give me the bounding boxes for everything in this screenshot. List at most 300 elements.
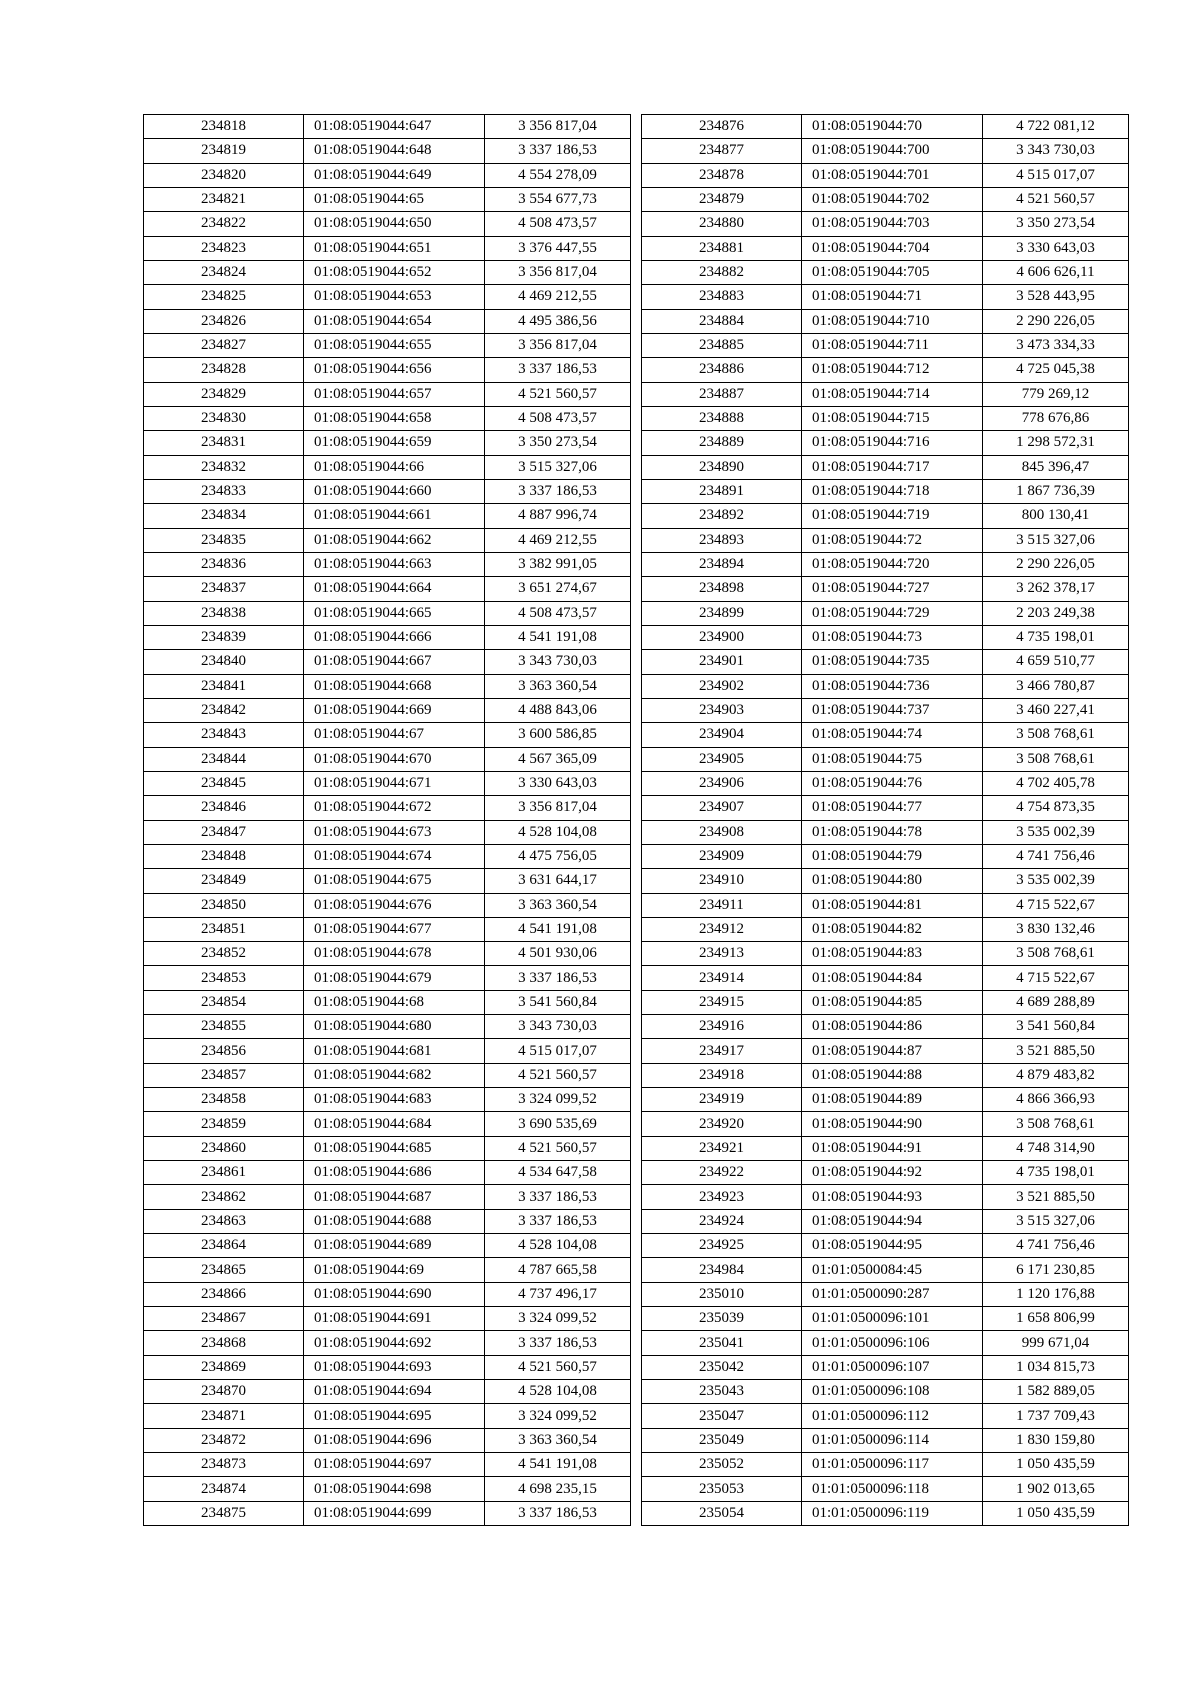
cadastral-number-cell: 01:08:0519044:683 (304, 1088, 485, 1112)
cadastral-value-cell: 4 722 081,12 (983, 115, 1129, 139)
cadastral-number-cell: 01:08:0519044:718 (802, 479, 983, 503)
table-row (144, 431, 631, 455)
cadastral-number-cell: 01:08:0519044:668 (304, 674, 485, 698)
row-number-cell: 234918 (642, 1063, 802, 1087)
row-number-cell: 234911 (642, 893, 802, 917)
cadastral-value-cell: 4 541 191,08 (485, 1453, 631, 1477)
row-number-cell: 235052 (642, 1453, 802, 1477)
cadastral-number-cell: 01:08:0519044:651 (304, 236, 485, 260)
cadastral-value-cell: 4 508 473,57 (485, 406, 631, 430)
table-row (144, 1112, 631, 1136)
cadastral-value-cell: 3 337 186,53 (485, 966, 631, 990)
table-row (144, 382, 631, 406)
row-number-cell: 234874 (144, 1477, 304, 1501)
cadastral-value-cell: 3 651 274,67 (485, 577, 631, 601)
table-row (144, 1258, 631, 1282)
cadastral-number-cell: 01:08:0519044:666 (304, 625, 485, 649)
cadastral-number-cell: 01:08:0519044:72 (802, 528, 983, 552)
table-row (144, 1355, 631, 1379)
table-row (144, 1428, 631, 1452)
cadastral-number-cell: 01:01:0500096:108 (802, 1380, 983, 1404)
cadastral-value-cell: 845 396,47 (983, 455, 1129, 479)
row-number-cell: 234869 (144, 1355, 304, 1379)
cadastral-value-cell: 3 337 186,53 (485, 1501, 631, 1525)
cadastral-value-cell: 3 343 730,03 (485, 1015, 631, 1039)
cadastral-number-cell: 01:08:0519044:79 (802, 844, 983, 868)
cadastral-number-cell: 01:08:0519044:663 (304, 552, 485, 576)
table-row (642, 479, 1129, 503)
cadastral-number-cell: 01:08:0519044:672 (304, 796, 485, 820)
cadastral-number-cell: 01:08:0519044:705 (802, 260, 983, 284)
row-number-cell: 234831 (144, 431, 304, 455)
table-row (642, 966, 1129, 990)
cadastral-value-cell: 1 050 435,59 (983, 1453, 1129, 1477)
cadastral-value-cell: 3 363 360,54 (485, 893, 631, 917)
table-row (642, 844, 1129, 868)
cadastral-number-cell: 01:08:0519044:659 (304, 431, 485, 455)
row-number-cell: 234875 (144, 1501, 304, 1525)
cadastral-value-cell: 3 690 535,69 (485, 1112, 631, 1136)
row-number-cell: 234850 (144, 893, 304, 917)
cadastral-value-cell: 3 508 768,61 (983, 723, 1129, 747)
row-number-cell: 235043 (642, 1380, 802, 1404)
row-number-cell: 234835 (144, 528, 304, 552)
table-row (642, 942, 1129, 966)
row-number-cell: 234821 (144, 187, 304, 211)
table-row (642, 893, 1129, 917)
cadastral-value-cell: 3 541 560,84 (983, 1015, 1129, 1039)
cadastral-number-cell: 01:08:0519044:711 (802, 333, 983, 357)
row-number-cell: 235047 (642, 1404, 802, 1428)
table-row (144, 1185, 631, 1209)
row-number-cell: 234887 (642, 382, 802, 406)
cadastral-value-cell: 3 356 817,04 (485, 260, 631, 284)
cadastral-number-cell: 01:08:0519044:720 (802, 552, 983, 576)
cadastral-value-cell: 4 515 017,07 (983, 163, 1129, 187)
cadastral-number-cell: 01:01:0500096:118 (802, 1477, 983, 1501)
cadastral-value-cell: 4 541 191,08 (485, 625, 631, 649)
table-row (144, 820, 631, 844)
table-row (642, 1209, 1129, 1233)
cadastral-value-cell: 1 120 176,88 (983, 1282, 1129, 1306)
row-number-cell: 234907 (642, 796, 802, 820)
row-number-cell: 234818 (144, 115, 304, 139)
table-row (144, 844, 631, 868)
row-number-cell: 234882 (642, 260, 802, 284)
cadastral-value-cell: 2 203 249,38 (983, 601, 1129, 625)
cadastral-value-cell: 4 528 104,08 (485, 1234, 631, 1258)
cadastral-value-cell: 3 337 186,53 (485, 1331, 631, 1355)
cadastral-number-cell: 01:08:0519044:671 (304, 771, 485, 795)
table-row (642, 674, 1129, 698)
cadastral-value-cell: 4 495 386,56 (485, 309, 631, 333)
table-row (144, 1063, 631, 1087)
cadastral-value-cell: 3 521 885,50 (983, 1185, 1129, 1209)
cadastral-value-cell: 3 460 227,41 (983, 698, 1129, 722)
row-number-cell: 234888 (642, 406, 802, 430)
cadastral-value-cell: 1 867 736,39 (983, 479, 1129, 503)
table-row (642, 528, 1129, 552)
table-row (144, 601, 631, 625)
row-number-cell: 234892 (642, 504, 802, 528)
cadastral-number-cell: 01:08:0519044:700 (802, 139, 983, 163)
cadastral-number-cell: 01:08:0519044:76 (802, 771, 983, 795)
table-row (144, 1404, 631, 1428)
row-number-cell: 234905 (642, 747, 802, 771)
cadastral-number-cell: 01:08:0519044:86 (802, 1015, 983, 1039)
table-row (144, 723, 631, 747)
cadastral-value-cell: 3 356 817,04 (485, 115, 631, 139)
cadastral-value-cell: 3 356 817,04 (485, 333, 631, 357)
row-number-cell: 234858 (144, 1088, 304, 1112)
cadastral-number-cell: 01:08:0519044:736 (802, 674, 983, 698)
cadastral-number-cell: 01:08:0519044:691 (304, 1307, 485, 1331)
table-row (642, 1355, 1129, 1379)
row-number-cell: 234859 (144, 1112, 304, 1136)
row-number-cell: 234913 (642, 942, 802, 966)
cadastral-value-cell: 4 521 560,57 (485, 1063, 631, 1087)
cadastral-value-cell: 3 324 099,52 (485, 1307, 631, 1331)
cadastral-number-cell: 01:08:0519044:688 (304, 1209, 485, 1233)
row-number-cell: 234914 (642, 966, 802, 990)
row-number-cell: 235049 (642, 1428, 802, 1452)
cadastral-number-cell: 01:08:0519044:653 (304, 285, 485, 309)
row-number-cell: 234902 (642, 674, 802, 698)
cadastral-value-cell: 4 488 843,06 (485, 698, 631, 722)
table-row (642, 1331, 1129, 1355)
cadastral-number-cell: 01:08:0519044:716 (802, 431, 983, 455)
table-row (642, 163, 1129, 187)
row-number-cell: 234876 (642, 115, 802, 139)
table-row (642, 431, 1129, 455)
table-row (642, 796, 1129, 820)
cadastral-number-cell: 01:08:0519044:71 (802, 285, 983, 309)
table-row (144, 528, 631, 552)
cadastral-value-cell: 1 737 709,43 (983, 1404, 1129, 1428)
cadastral-value-cell: 3 343 730,03 (485, 650, 631, 674)
cadastral-value-cell: 2 290 226,05 (983, 309, 1129, 333)
row-number-cell: 234868 (144, 1331, 304, 1355)
register-table-right (641, 114, 1129, 1526)
cadastral-number-cell: 01:08:0519044:729 (802, 601, 983, 625)
table-row (642, 1453, 1129, 1477)
cadastral-value-cell: 3 363 360,54 (485, 1428, 631, 1452)
cadastral-number-cell: 01:08:0519044:737 (802, 698, 983, 722)
row-number-cell: 234828 (144, 358, 304, 382)
table-row (642, 1234, 1129, 1258)
register-table-right-body (642, 115, 1129, 1526)
cadastral-value-cell: 3 337 186,53 (485, 1185, 631, 1209)
table-row (144, 577, 631, 601)
cadastral-number-cell: 01:08:0519044:650 (304, 212, 485, 236)
cadastral-value-cell: 3 350 273,54 (485, 431, 631, 455)
cadastral-value-cell: 3 631 644,17 (485, 869, 631, 893)
table-row (144, 1477, 631, 1501)
cadastral-value-cell: 4 741 756,46 (983, 844, 1129, 868)
cadastral-number-cell: 01:08:0519044:652 (304, 260, 485, 284)
row-number-cell: 234885 (642, 333, 802, 357)
table-row (144, 1282, 631, 1306)
cadastral-value-cell: 3 535 002,39 (983, 820, 1129, 844)
cadastral-number-cell: 01:08:0519044:82 (802, 917, 983, 941)
cadastral-value-cell: 3 330 643,03 (485, 771, 631, 795)
cadastral-number-cell: 01:08:0519044:664 (304, 577, 485, 601)
cadastral-number-cell: 01:08:0519044:704 (802, 236, 983, 260)
cadastral-number-cell: 01:01:0500096:106 (802, 1331, 983, 1355)
row-number-cell: 234844 (144, 747, 304, 771)
row-number-cell: 234848 (144, 844, 304, 868)
row-number-cell: 235010 (642, 1282, 802, 1306)
table-row (144, 115, 631, 139)
table-row (642, 333, 1129, 357)
cadastral-number-cell: 01:08:0519044:715 (802, 406, 983, 430)
row-number-cell: 234854 (144, 990, 304, 1014)
cadastral-number-cell: 01:08:0519044:65 (304, 187, 485, 211)
row-number-cell: 234893 (642, 528, 802, 552)
cadastral-value-cell: 4 689 288,89 (983, 990, 1129, 1014)
row-number-cell: 234877 (642, 139, 802, 163)
cadastral-value-register (143, 114, 1128, 1588)
cadastral-value-cell: 3 466 780,87 (983, 674, 1129, 698)
cadastral-value-cell: 4 508 473,57 (485, 601, 631, 625)
table-row (144, 869, 631, 893)
table-row (144, 212, 631, 236)
cadastral-number-cell: 01:08:0519044:710 (802, 309, 983, 333)
row-number-cell: 234923 (642, 1185, 802, 1209)
cadastral-value-cell: 3 515 327,06 (983, 1209, 1129, 1233)
table-row (144, 1209, 631, 1233)
row-number-cell: 234881 (642, 236, 802, 260)
row-number-cell: 234904 (642, 723, 802, 747)
cadastral-value-cell: 4 715 522,67 (983, 893, 1129, 917)
table-row (144, 893, 631, 917)
cadastral-number-cell: 01:01:0500096:114 (802, 1428, 983, 1452)
cadastral-number-cell: 01:08:0519044:92 (802, 1161, 983, 1185)
row-number-cell: 234855 (144, 1015, 304, 1039)
cadastral-value-cell: 1 034 815,73 (983, 1355, 1129, 1379)
cadastral-number-cell: 01:01:0500084:45 (802, 1258, 983, 1282)
cadastral-number-cell: 01:08:0519044:81 (802, 893, 983, 917)
cadastral-number-cell: 01:08:0519044:68 (304, 990, 485, 1014)
cadastral-value-cell: 4 735 198,01 (983, 1161, 1129, 1185)
cadastral-number-cell: 01:08:0519044:697 (304, 1453, 485, 1477)
row-number-cell: 234819 (144, 139, 304, 163)
row-number-cell: 234915 (642, 990, 802, 1014)
row-number-cell: 234830 (144, 406, 304, 430)
table-row (642, 1161, 1129, 1185)
cadastral-number-cell: 01:01:0500096:101 (802, 1307, 983, 1331)
cadastral-value-cell: 2 290 226,05 (983, 552, 1129, 576)
row-number-cell: 234878 (642, 163, 802, 187)
row-number-cell: 235042 (642, 1355, 802, 1379)
cadastral-number-cell: 01:08:0519044:701 (802, 163, 983, 187)
cadastral-value-cell: 3 376 447,55 (485, 236, 631, 260)
cadastral-number-cell: 01:08:0519044:661 (304, 504, 485, 528)
cadastral-number-cell: 01:08:0519044:676 (304, 893, 485, 917)
table-row (642, 382, 1129, 406)
row-number-cell: 234870 (144, 1380, 304, 1404)
table-row (144, 1453, 631, 1477)
row-number-cell: 234853 (144, 966, 304, 990)
cadastral-value-cell: 3 324 099,52 (485, 1088, 631, 1112)
row-number-cell: 234846 (144, 796, 304, 820)
cadastral-value-cell: 4 737 496,17 (485, 1282, 631, 1306)
cadastral-number-cell: 01:08:0519044:85 (802, 990, 983, 1014)
cadastral-value-cell: 4 521 560,57 (485, 382, 631, 406)
cadastral-number-cell: 01:08:0519044:656 (304, 358, 485, 382)
register-table-left-body (144, 115, 631, 1526)
cadastral-number-cell: 01:08:0519044:699 (304, 1501, 485, 1525)
table-row (642, 1477, 1129, 1501)
cadastral-value-cell: 4 469 212,55 (485, 285, 631, 309)
cadastral-value-cell: 4 659 510,77 (983, 650, 1129, 674)
cadastral-value-cell: 4 879 483,82 (983, 1063, 1129, 1087)
cadastral-value-cell: 6 171 230,85 (983, 1258, 1129, 1282)
cadastral-number-cell: 01:08:0519044:693 (304, 1355, 485, 1379)
cadastral-number-cell: 01:08:0519044:647 (304, 115, 485, 139)
cadastral-number-cell: 01:08:0519044:667 (304, 650, 485, 674)
cadastral-number-cell: 01:08:0519044:662 (304, 528, 485, 552)
row-number-cell: 234883 (642, 285, 802, 309)
cadastral-value-cell: 3 337 186,53 (485, 1209, 631, 1233)
cadastral-value-cell: 4 748 314,90 (983, 1136, 1129, 1160)
cadastral-number-cell: 01:08:0519044:677 (304, 917, 485, 941)
table-row (144, 1380, 631, 1404)
row-number-cell: 234841 (144, 674, 304, 698)
table-row (144, 333, 631, 357)
cadastral-number-cell: 01:08:0519044:73 (802, 625, 983, 649)
table-row (144, 309, 631, 333)
row-number-cell: 234889 (642, 431, 802, 455)
table-row (642, 723, 1129, 747)
cadastral-number-cell: 01:08:0519044:77 (802, 796, 983, 820)
cadastral-number-cell: 01:08:0519044:84 (802, 966, 983, 990)
table-row (642, 1282, 1129, 1306)
row-number-cell: 234917 (642, 1039, 802, 1063)
cadastral-number-cell: 01:08:0519044:83 (802, 942, 983, 966)
row-number-cell: 234884 (642, 309, 802, 333)
cadastral-value-cell: 4 528 104,08 (485, 1380, 631, 1404)
table-row (642, 115, 1129, 139)
row-number-cell: 234838 (144, 601, 304, 625)
row-number-cell: 234921 (642, 1136, 802, 1160)
table-row (144, 163, 631, 187)
table-row (144, 1307, 631, 1331)
cadastral-number-cell: 01:08:0519044:698 (304, 1477, 485, 1501)
cadastral-value-cell: 4 469 212,55 (485, 528, 631, 552)
row-number-cell: 234894 (642, 552, 802, 576)
table-row (642, 1185, 1129, 1209)
cadastral-value-cell: 4 735 198,01 (983, 625, 1129, 649)
table-row (144, 139, 631, 163)
cadastral-number-cell: 01:08:0519044:87 (802, 1039, 983, 1063)
table-row (642, 771, 1129, 795)
cadastral-value-cell: 4 501 930,06 (485, 942, 631, 966)
row-number-cell: 234901 (642, 650, 802, 674)
row-number-cell: 234839 (144, 625, 304, 649)
cadastral-number-cell: 01:08:0519044:714 (802, 382, 983, 406)
cadastral-value-cell: 3 337 186,53 (485, 358, 631, 382)
row-number-cell: 234873 (144, 1453, 304, 1477)
table-row (642, 552, 1129, 576)
table-row (144, 455, 631, 479)
row-number-cell: 234922 (642, 1161, 802, 1185)
table-row (642, 309, 1129, 333)
row-number-cell: 234925 (642, 1234, 802, 1258)
cadastral-number-cell: 01:08:0519044:74 (802, 723, 983, 747)
table-row (642, 1136, 1129, 1160)
table-row (642, 747, 1129, 771)
cadastral-value-cell: 4 698 235,15 (485, 1477, 631, 1501)
cadastral-value-cell: 3 528 443,95 (983, 285, 1129, 309)
cadastral-number-cell: 01:08:0519044:719 (802, 504, 983, 528)
table-row (642, 406, 1129, 430)
table-row (144, 1161, 631, 1185)
cadastral-number-cell: 01:08:0519044:680 (304, 1015, 485, 1039)
table-row (642, 358, 1129, 382)
cadastral-number-cell: 01:08:0519044:669 (304, 698, 485, 722)
table-row (642, 1404, 1129, 1428)
table-row (642, 698, 1129, 722)
table-row (642, 625, 1129, 649)
table-row (144, 796, 631, 820)
cadastral-value-cell: 3 330 643,03 (983, 236, 1129, 260)
row-number-cell: 234865 (144, 1258, 304, 1282)
table-row (642, 187, 1129, 211)
table-row (642, 577, 1129, 601)
row-number-cell: 234910 (642, 869, 802, 893)
row-number-cell: 234866 (144, 1282, 304, 1306)
cadastral-value-cell: 1 902 013,65 (983, 1477, 1129, 1501)
table-row (144, 747, 631, 771)
row-number-cell: 234912 (642, 917, 802, 941)
row-number-cell: 234847 (144, 820, 304, 844)
row-number-cell: 234908 (642, 820, 802, 844)
cadastral-number-cell: 01:08:0519044:94 (802, 1209, 983, 1233)
cadastral-number-cell: 01:08:0519044:95 (802, 1234, 983, 1258)
table-row (642, 1015, 1129, 1039)
table-row (642, 1501, 1129, 1525)
row-number-cell: 234862 (144, 1185, 304, 1209)
table-row (144, 1088, 631, 1112)
cadastral-value-cell: 3 830 132,46 (983, 917, 1129, 941)
row-number-cell: 234832 (144, 455, 304, 479)
cadastral-value-cell: 3 535 002,39 (983, 869, 1129, 893)
cadastral-value-cell: 4 887 996,74 (485, 504, 631, 528)
table-row (642, 1063, 1129, 1087)
cadastral-value-cell: 4 741 756,46 (983, 1234, 1129, 1258)
row-number-cell: 234919 (642, 1088, 802, 1112)
cadastral-number-cell: 01:08:0519044:689 (304, 1234, 485, 1258)
row-number-cell: 234834 (144, 504, 304, 528)
table-row (144, 650, 631, 674)
cadastral-number-cell: 01:08:0519044:91 (802, 1136, 983, 1160)
cadastral-value-cell: 4 554 278,09 (485, 163, 631, 187)
table-row (144, 406, 631, 430)
row-number-cell: 234857 (144, 1063, 304, 1087)
row-number-cell: 234891 (642, 479, 802, 503)
cadastral-value-cell: 3 363 360,54 (485, 674, 631, 698)
table-row (642, 1380, 1129, 1404)
table-row (144, 479, 631, 503)
cadastral-number-cell: 01:08:0519044:670 (304, 747, 485, 771)
cadastral-number-cell: 01:08:0519044:674 (304, 844, 485, 868)
row-number-cell: 234856 (144, 1039, 304, 1063)
cadastral-value-cell: 4 606 626,11 (983, 260, 1129, 284)
cadastral-number-cell: 01:08:0519044:70 (802, 115, 983, 139)
cadastral-value-cell: 3 343 730,03 (983, 139, 1129, 163)
cadastral-number-cell: 01:08:0519044:665 (304, 601, 485, 625)
